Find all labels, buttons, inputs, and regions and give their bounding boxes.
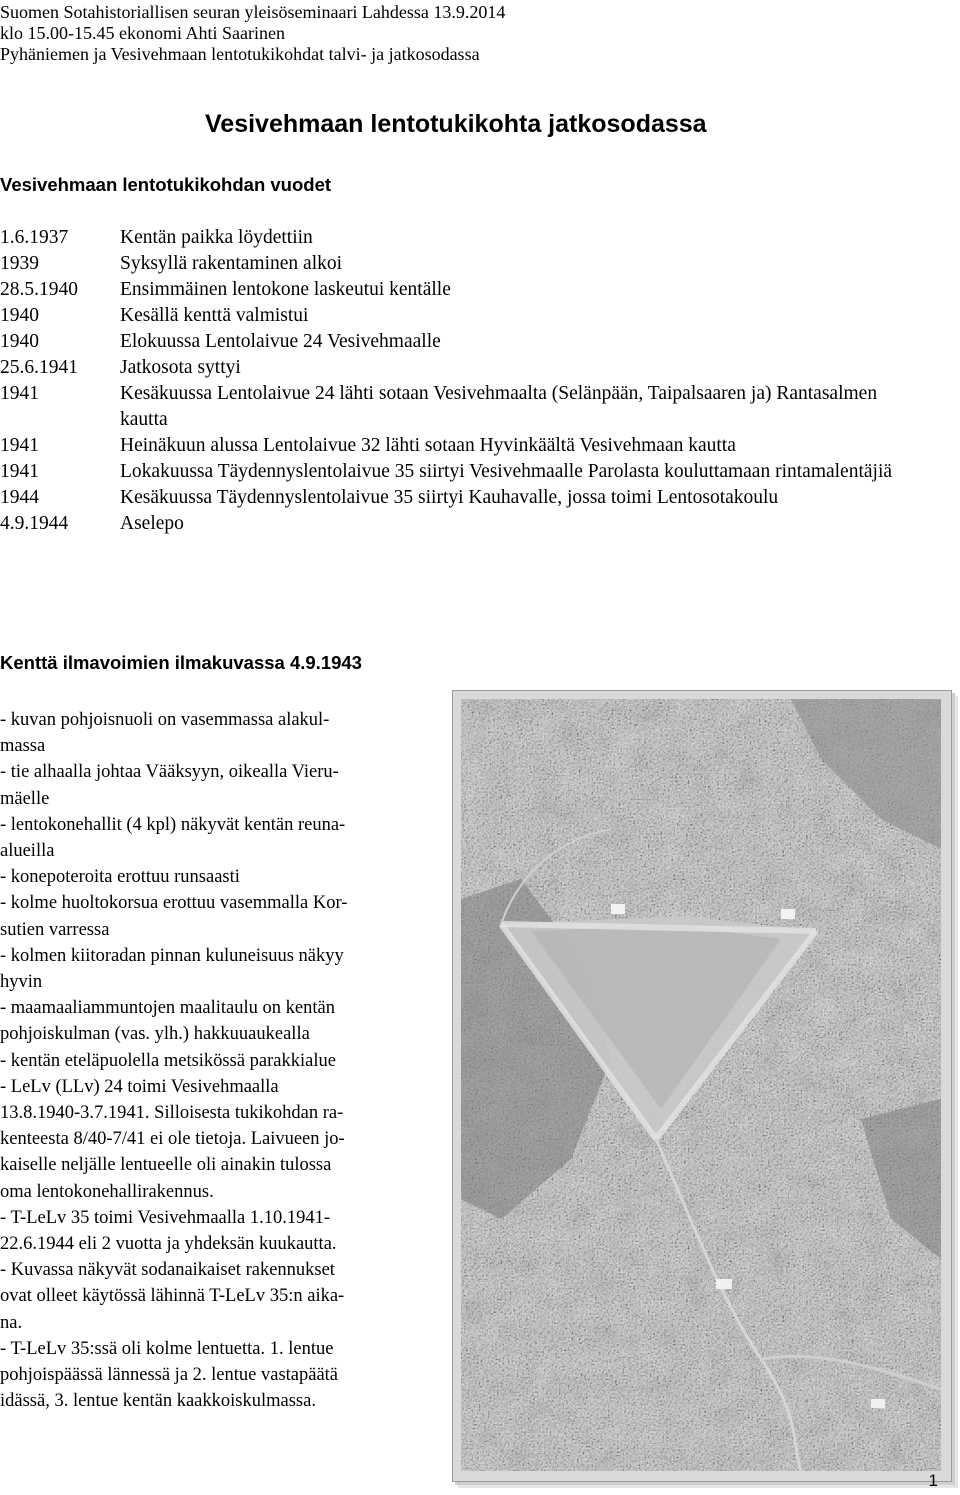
timeline-date: 1941 bbox=[0, 383, 39, 404]
timeline-row bbox=[0, 303, 960, 329]
note-line: - T-LeLv 35 toimi Vesivehmaalla 1.10.1941- bbox=[0, 1207, 331, 1228]
timeline-row bbox=[0, 511, 960, 537]
aerial-photo bbox=[461, 699, 941, 1471]
note-line: kenteesta 8/40-7/41 ei ole tietoja. Laivueen jo- bbox=[0, 1129, 345, 1150]
timeline-event: Jatkosota syttyi bbox=[120, 357, 241, 378]
note-line: - tie alhaalla johtaa Vääksyyn, oikealla Vieru- bbox=[0, 762, 339, 783]
note-line: ovat olleet käytössä lähinnä T-LeLv 35:n aika- bbox=[0, 1286, 345, 1307]
timeline-event: Kesällä kenttä valmistui bbox=[120, 305, 309, 326]
timeline-table bbox=[0, 225, 960, 537]
header-line-topic: Pyhäniemen ja Vesivehmaan lentotukikohdat talvi- ja jatkosodassa bbox=[0, 44, 480, 64]
timeline-date: 1939 bbox=[0, 253, 39, 274]
aerial-photo-frame bbox=[452, 690, 952, 1482]
note-line: - T-LeLv 35:ssä oli kolme lentuetta. 1. lentue bbox=[0, 1338, 334, 1359]
timeline-row bbox=[0, 355, 960, 381]
photo-hangar-4 bbox=[871, 1399, 885, 1408]
aerial-photo-heading: Kenttä ilmavoimien ilmakuvassa 4.9.1943 bbox=[0, 652, 362, 673]
timeline-event: Elokuussa Lentolaivue 24 Vesivehmaalle bbox=[120, 331, 441, 352]
note-line: - kentän eteläpuolella metsikössä parakkialue bbox=[0, 1050, 336, 1071]
timeline-row bbox=[0, 433, 960, 459]
note-line: oma lentokonehallirakennus. bbox=[0, 1181, 214, 1202]
note-line: - konepoteroita erottuu runsaasti bbox=[0, 867, 240, 888]
note-line: - maamaaliammuntojen maalitaulu on kentän bbox=[0, 998, 335, 1019]
note-line: pohjoiskulman (vas. ylh.) hakkuuaukealla bbox=[0, 1024, 310, 1045]
photo-hangar-1 bbox=[611, 904, 625, 914]
note-line: - kolmen kiitoradan pinnan kuluneisuus näkyy bbox=[0, 945, 344, 966]
page-title: Vesivehmaan lentotukikohta jatkosodassa bbox=[205, 110, 707, 138]
timeline-event: Syksyllä rakentaminen alkoi bbox=[120, 253, 343, 274]
aerial-photo-notes bbox=[0, 707, 436, 1414]
document-header bbox=[0, 2, 600, 65]
note-line: - kolme huoltokorsua erottuu vasemmalla Kor- bbox=[0, 893, 348, 914]
note-line: hyvin bbox=[0, 972, 43, 993]
timeline-row bbox=[0, 329, 960, 355]
note-line: kaiselle neljälle lentueelle oli ainakin tulossa bbox=[0, 1155, 332, 1176]
note-line: - Kuvassa näkyvät sodanaikaiset rakennukset bbox=[0, 1260, 335, 1281]
timeline-event: Heinäkuun alussa Lentolaivue 32 lähti sotaan Hyvinkäältä Vesivehmaan kautta bbox=[120, 435, 736, 456]
timeline-date: 1941 bbox=[0, 461, 39, 482]
page-number: 1 bbox=[928, 1471, 938, 1490]
photo-hangar-3 bbox=[716, 1279, 732, 1289]
header-line-speaker: klo 15.00-15.45 ekonomi Ahti Saarinen bbox=[0, 23, 285, 43]
photo-hangar-2 bbox=[781, 909, 795, 919]
timeline-date: 1941 bbox=[0, 435, 39, 456]
timeline-row bbox=[0, 485, 960, 511]
timeline-date: 25.6.1941 bbox=[0, 357, 78, 378]
timeline-event: Kentän paikka löydettiin bbox=[120, 227, 313, 248]
note-line: idässä, 3. lentue kentän kaakkoiskulmassa. bbox=[0, 1391, 316, 1412]
note-line: mäelle bbox=[0, 788, 50, 809]
timeline-date: 1940 bbox=[0, 305, 39, 326]
timeline-event: Lokakuussa Täydennyslentolaivue 35 siirtyi Vesivehmaalle Parolasta kouluttamaan rintamalentäjiä bbox=[120, 461, 893, 482]
note-line: alueilla bbox=[0, 841, 55, 862]
timeline-event: Kesäkuussa Lentolaivue 24 lähti sotaan Vesivehmaalta (Selänpään, Taipalsaaren ja) Rantasalmen kautta bbox=[120, 383, 878, 430]
note-line: 22.6.1944 eli 2 vuotta ja yhdeksän kuukautta. bbox=[0, 1234, 337, 1255]
timeline-date: 1.6.1937 bbox=[0, 227, 69, 248]
note-line: - kuvan pohjoisnuoli on vasemmassa alakul- bbox=[0, 710, 330, 730]
timeline-row bbox=[0, 277, 960, 303]
note-line: massa bbox=[0, 736, 46, 757]
timeline-date: 1940 bbox=[0, 331, 39, 352]
note-line: pohjoispäässä lännessä ja 2. lentue vastapäätä bbox=[0, 1365, 339, 1386]
timeline-heading: Vesivehmaan lentotukikohdan vuodet bbox=[0, 174, 332, 195]
timeline-row bbox=[0, 459, 960, 485]
header-line-seminar: Suomen Sotahistoriallisen seuran yleisöseminaari Lahdessa 13.9.2014 bbox=[0, 2, 506, 22]
timeline-date: 1944 bbox=[0, 487, 39, 508]
timeline-date: 4.9.1944 bbox=[0, 513, 69, 534]
note-line: - lentokonehallit (4 kpl) näkyvät kentän reuna- bbox=[0, 814, 346, 835]
note-line: - LeLv (LLv) 24 toimi Vesivehmaalla bbox=[0, 1076, 279, 1097]
timeline-event: Ensimmäinen lentokone laskeutui kentälle bbox=[120, 279, 451, 300]
timeline-row bbox=[0, 381, 960, 433]
note-line: na. bbox=[0, 1312, 23, 1333]
timeline-row bbox=[0, 251, 960, 277]
note-line: sutien varressa bbox=[0, 919, 110, 940]
timeline-event: Aselepo bbox=[120, 513, 184, 534]
timeline-row bbox=[0, 225, 960, 251]
timeline-event: Kesäkuussa Täydennyslentolaivue 35 siirtyi Kauhavalle, jossa toimi Lentosotakoulu bbox=[120, 487, 779, 508]
note-line: 13.8.1940-3.7.1941. Silloisesta tukikohdan ra- bbox=[0, 1103, 344, 1124]
timeline-date: 28.5.1940 bbox=[0, 279, 78, 300]
